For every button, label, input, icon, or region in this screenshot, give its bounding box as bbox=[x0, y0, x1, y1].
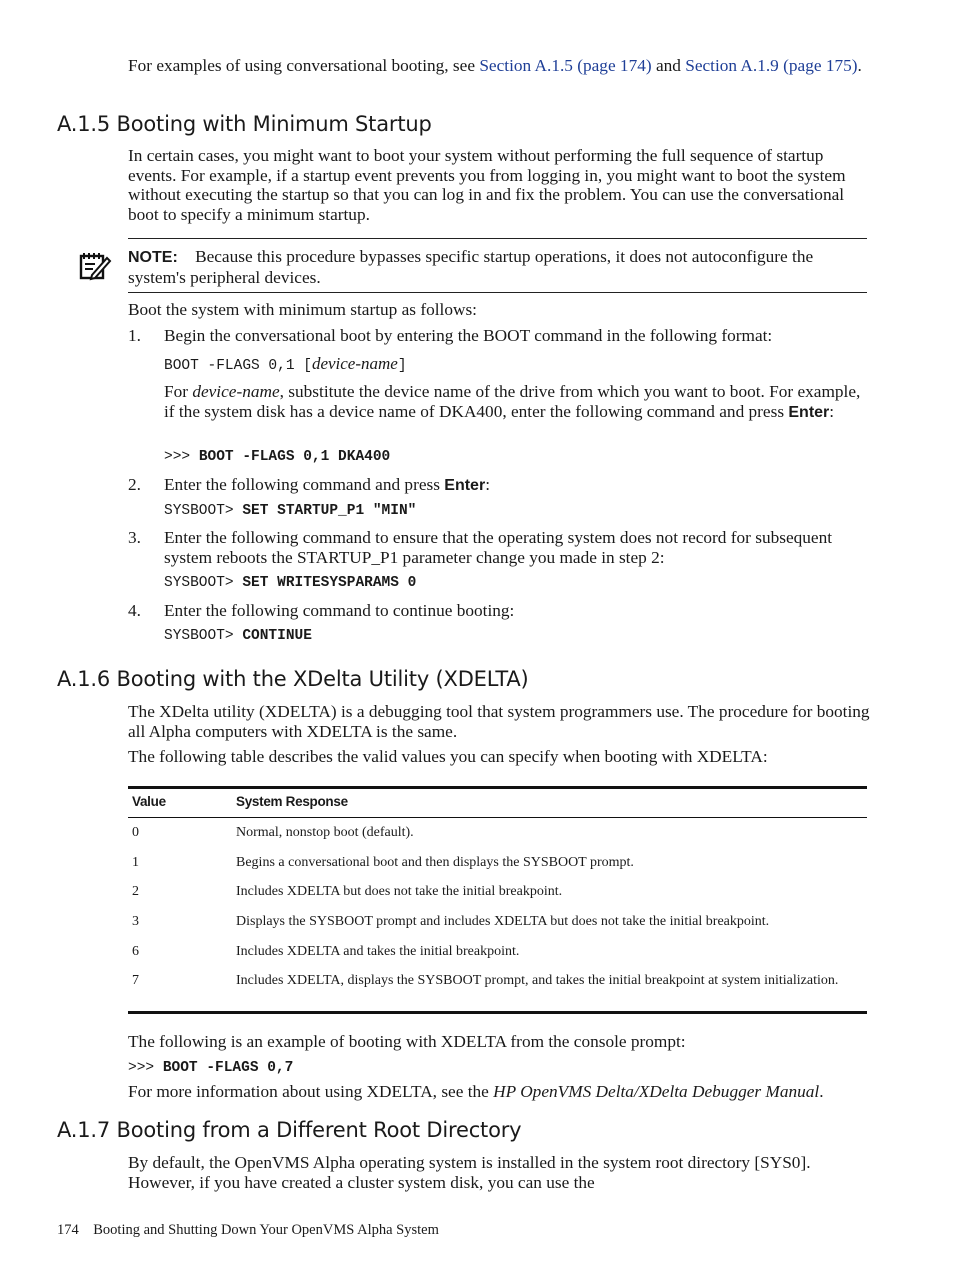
step-2-text: Enter the following command and press Enter: bbox=[164, 475, 490, 494]
step-4-number: 4. bbox=[128, 601, 141, 620]
table-cell-value: 2 bbox=[132, 884, 139, 899]
note-text: Because this procedure bypasses specific startup operations, it does not autoconfigure the system's peripheral devices. bbox=[128, 247, 814, 287]
table-header-value: Value bbox=[132, 794, 166, 809]
table-top-rule bbox=[128, 786, 867, 789]
a17-paragraph: By default, the OpenVMS Alpha operating system is installed in the system root directory [SYS0]. However, if you have created a cluster system disk, you can use the bbox=[128, 1153, 811, 1192]
step-1-text: Begin the conversational boot by entering the BOOT command in the following format: bbox=[164, 326, 773, 345]
table-bottom-rule bbox=[128, 1011, 867, 1014]
step-4-text: Enter the following command to continue booting: bbox=[164, 601, 515, 620]
a15-lead: Boot the system with minimum startup as follows: bbox=[128, 300, 477, 319]
table-cell-response: Begins a conversational boot and then displays the SYSBOOT prompt. bbox=[236, 855, 634, 870]
table-cell-value: 6 bbox=[132, 944, 139, 959]
a16-more-info: For more information about using XDELTA, see the HP OpenVMS Delta/XDelta Debugger Manual. bbox=[128, 1082, 824, 1101]
table-cell-response: Normal, nonstop boot (default). bbox=[236, 825, 414, 840]
link-section-a19[interactable]: Section A.1.9 (page 175) bbox=[685, 56, 858, 75]
note-icon bbox=[78, 249, 112, 281]
table-cell-value: 3 bbox=[132, 914, 139, 929]
link-section-a15[interactable]: Section A.1.5 (page 174) bbox=[479, 56, 652, 75]
step-4-command: SYSBOOT> CONTINUE bbox=[164, 628, 312, 644]
manual-title: HP OpenVMS Delta/XDelta Debugger Manual bbox=[493, 1082, 820, 1101]
table-header-response: System Response bbox=[236, 794, 348, 809]
note-box bbox=[128, 247, 868, 287]
enter-key-label: Enter bbox=[788, 403, 830, 421]
enter-key-label: Enter bbox=[444, 477, 486, 494]
footer-title: Booting and Shutting Down Your OpenVMS Alpha System bbox=[93, 1222, 439, 1238]
a16-table-intro: The following table describes the valid values you can specify when booting with XDELTA: bbox=[128, 747, 768, 766]
step-1-command: >>> BOOT -FLAGS 0,1 DKA400 bbox=[164, 449, 391, 465]
table-header-rule bbox=[128, 817, 867, 818]
intro-paragraph: For examples of using conversational booting, see Section A.1.5 (page 174) and Section A.1.9 (page 175). bbox=[128, 56, 862, 75]
page-footer bbox=[57, 1222, 439, 1239]
table-cell-value: 0 bbox=[132, 825, 139, 840]
a16-paragraph: The XDelta utility (XDELTA) is a debugging tool that system programmers use. The procedure for booting all Alpha computers with XDELTA is the same. bbox=[128, 702, 870, 741]
step-3-command: SYSBOOT> SET WRITESYSPARAMS 0 bbox=[164, 575, 417, 591]
step-2-number: 2. bbox=[128, 475, 141, 494]
step-3-text: Enter the following command to ensure that the operating system does not record for subsequent system reboots the STARTUP_P1 parameter change you made in step 2: bbox=[164, 528, 833, 567]
step-3-number: 3. bbox=[128, 528, 141, 547]
heading-a16: A.1.6 Booting with the XDelta Utility (XDELTA) bbox=[57, 667, 529, 691]
a16-example-intro: The following is an example of booting with XDELTA from the console prompt: bbox=[128, 1032, 686, 1051]
note-bottom-rule bbox=[128, 292, 867, 293]
heading-a15: A.1.5 Booting with Minimum Startup bbox=[57, 112, 432, 136]
step-1-format-code: BOOT -FLAGS 0,1 [device-name] bbox=[164, 354, 407, 374]
table-cell-value: 1 bbox=[132, 855, 139, 870]
table-cell-response: Includes XDELTA, displays the SYSBOOT prompt, and takes the initial breakpoint at system initialization. bbox=[236, 973, 839, 988]
page-number: 174 bbox=[57, 1222, 79, 1238]
table-cell-response: Includes XDELTA but does not take the initial breakpoint. bbox=[236, 884, 563, 899]
a16-example-command: >>> BOOT -FLAGS 0,7 bbox=[128, 1060, 294, 1076]
step-2-command: SYSBOOT> SET STARTUP_P1 "MIN" bbox=[164, 503, 417, 519]
step-1-explanation: For device-name, substitute the device name of the drive from which you want to boot. For example, if the system disk has a device name of DKA400, enter the following command and press Enter: bbox=[164, 382, 861, 421]
table-cell-response: Displays the SYSBOOT prompt and includes XDELTA but does not take the initial breakpoint. bbox=[236, 914, 770, 929]
step-1-number: 1. bbox=[128, 326, 141, 345]
a15-paragraph: In certain cases, you might want to boot your system without performing the full sequence of startup events. For example, if a startup event prevents you from logging in, you might want to boot the system without executing the startup so that you can log in and fix the problem. You can use the conversational boot to specify a minimum startup. bbox=[128, 146, 846, 224]
heading-a17: A.1.7 Booting from a Different Root Directory bbox=[57, 1118, 522, 1142]
note-top-rule bbox=[128, 238, 867, 239]
table-cell-value: 7 bbox=[132, 973, 139, 988]
table-cell-response: Includes XDELTA and takes the initial breakpoint. bbox=[236, 944, 520, 959]
note-label: NOTE: bbox=[128, 249, 178, 266]
